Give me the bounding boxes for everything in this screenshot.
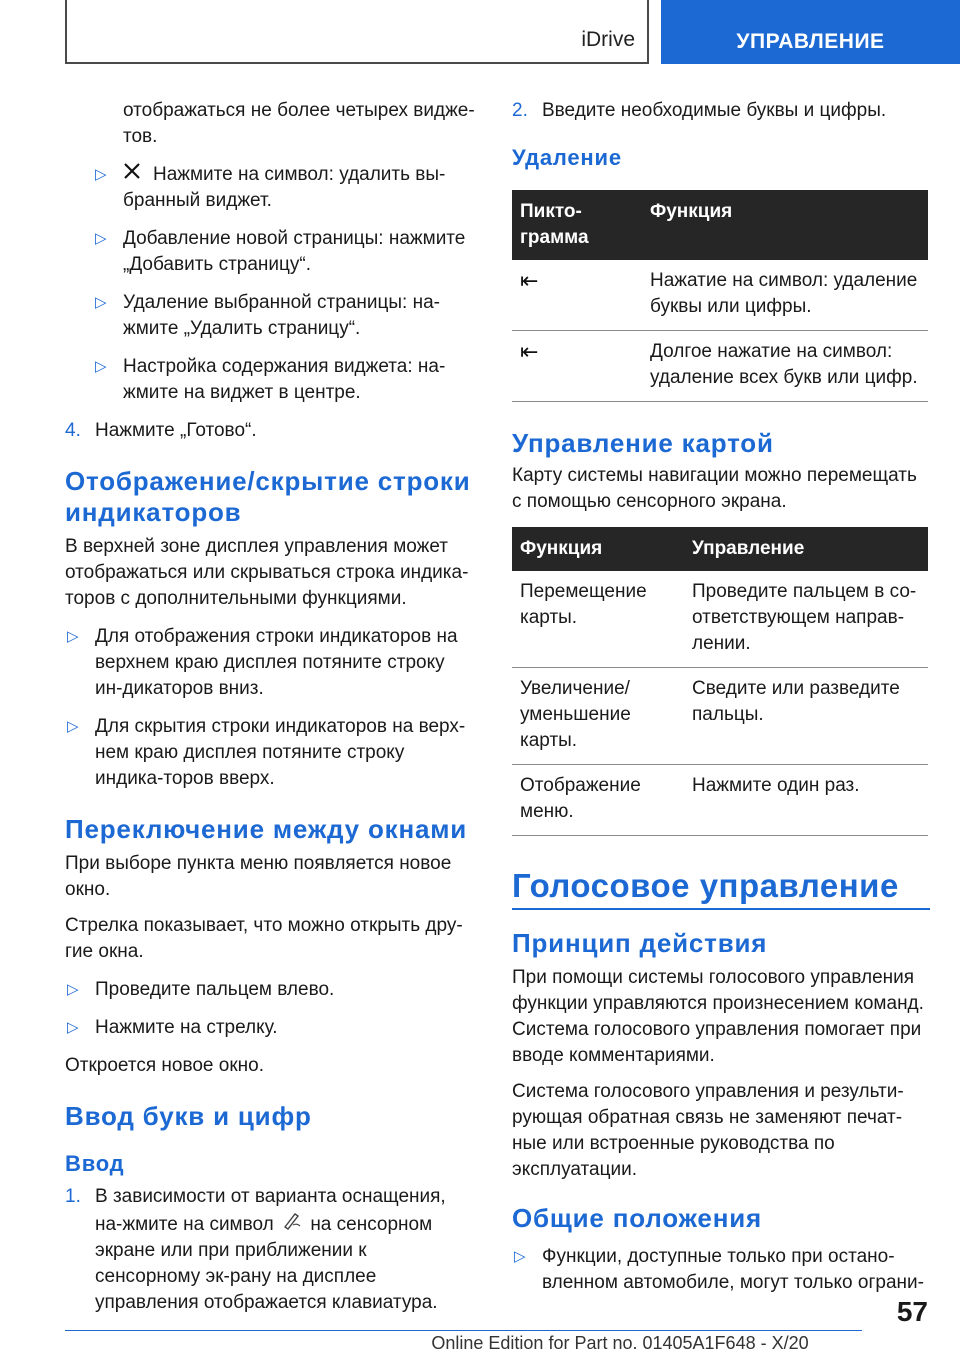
table-cell: Отображение меню. (512, 765, 684, 836)
step-item (65, 418, 477, 444)
list-item (65, 226, 477, 278)
table-header: Управление (684, 527, 928, 571)
triangle-bullet-icon: ▷ (67, 981, 79, 998)
footer-divider (65, 1330, 862, 1331)
bullet-text: Нажмите на символ: удалить вы‐бранный виджет. (123, 164, 446, 211)
table-header: Функция (512, 527, 684, 571)
step-item (512, 98, 930, 124)
triangle-bullet-icon: ▷ (95, 294, 107, 311)
section-heading-indicator: Отображение/скрытие строки индикаторов (65, 466, 471, 527)
triangle-bullet-icon: ▷ (95, 358, 107, 375)
paragraph: Стрелка показывает, что можно открыть дру‐гие окна. (65, 915, 463, 962)
table-cell: Увеличение/ уменьшение карты. (512, 668, 684, 765)
bullet-text: Добавление новой страницы: нажмите „Добавить страницу“. (123, 228, 466, 275)
step-text: Введите необходимые буквы и цифры. (542, 100, 887, 121)
step-number: 2. (512, 100, 528, 121)
header-box (65, 0, 649, 64)
table-cell: Нажатие на символ: удаление буквы или цифры. (642, 260, 928, 331)
table-row (512, 668, 928, 765)
paragraph: В верхней зоне дисплея управления может отображаться или скрываться строка индика‐торов с дополнительными функциями. (65, 536, 469, 609)
bullet-text: Настройка содержания виджета: на‐жмите на виджет в центре. (123, 356, 446, 403)
paragraph: Система голосового управления и результи‐рующая обратная связь не заменяют печат‐ные или встроенные руководства по эксплуатации. (512, 1081, 904, 1180)
backspace-icon: ⇤ (520, 339, 539, 364)
triangle-bullet-icon: ▷ (95, 166, 107, 183)
page-number: 57 (896, 1296, 928, 1327)
list-item (65, 624, 477, 702)
table-cell: Сведите или разведите пальцы. (684, 668, 928, 765)
chapter-heading-voice: Голосовое управление (512, 867, 899, 904)
step-item (65, 1184, 477, 1316)
table-row (512, 571, 928, 668)
map-table (512, 527, 928, 836)
table-cell: Перемещение карты. (512, 571, 684, 668)
triangle-bullet-icon: ▷ (67, 628, 79, 645)
continued-text: отображаться не более четырех видже‐тов. (123, 100, 475, 147)
table-header: Функция (642, 190, 928, 260)
close-x-icon (123, 162, 145, 188)
list-item (65, 354, 477, 406)
bullet-text: Нажмите на стрелку. (95, 1017, 278, 1038)
step-text: Нажмите „Готово“. (95, 420, 257, 441)
step-number: 4. (65, 420, 81, 441)
triangle-bullet-icon: ▷ (67, 718, 79, 735)
list-item (512, 1244, 930, 1296)
table-row (512, 765, 928, 836)
triangle-bullet-icon: ▷ (514, 1248, 526, 1265)
list-item (65, 977, 477, 1003)
bullet-text: Функции, доступные только при остано‐вленном автомобиле, могут только ограни‐ (542, 1246, 924, 1293)
left-column (65, 98, 477, 1328)
footer-edition: Online Edition for Part no. 01405A1F648 - X/20 (431, 1333, 809, 1353)
triangle-bullet-icon: ▷ (95, 230, 107, 247)
bullet-text: Для отображения строки индикаторов на верхнем краю дисплея потяните строку ин‐дикаторов вниз. (95, 626, 458, 699)
section-heading-input: Ввод букв и цифр (65, 1101, 312, 1131)
step-text: В зависимости от варианта оснащения, на‐жмите на символ (95, 1186, 446, 1235)
chapter-heading-wrap (512, 866, 930, 910)
delete-table (512, 190, 928, 402)
section-heading-switch: Переключение между окнами (65, 814, 468, 844)
list-item (65, 714, 477, 792)
paragraph: Карту системы навигации можно перемещать с помощью сенсорного экрана. (512, 465, 917, 512)
right-column (512, 98, 930, 1308)
bullet-text: Проведите пальцем влево. (95, 979, 335, 1000)
list-item (65, 290, 477, 342)
header-chapter-tab[interactable]: УПРАВЛЕНИЕ (661, 0, 960, 64)
step-number: 1. (65, 1186, 81, 1207)
table-header: Пикто‐грамма (512, 190, 642, 260)
table-cell: Проведите пальцем в со‐ответствующем направ‐лении. (684, 571, 928, 668)
bullet-text: Для скрытия строки индикаторов на верх‐нем краю дисплея потяните строку индика‐торов вверх. (95, 716, 466, 789)
table-row (512, 260, 928, 331)
table-cell: Долгое нажатие на символ: удаление всех букв или цифр. (642, 331, 928, 402)
bullet-text: Удаление выбранной страницы: на‐жмите „Удалить страницу“. (123, 292, 440, 339)
paragraph: При выборе пункта меню появляется новое окно. (65, 853, 452, 900)
section-heading-principle: Принцип действия (512, 928, 768, 958)
paragraph: Откроется новое окно. (65, 1055, 264, 1076)
paragraph: При помощи системы голосового управления функции управляются произнесением команд. Система голосового управления помогает при вводе комментариями. (512, 967, 924, 1066)
subsection-heading-enter: Ввод (65, 1151, 125, 1176)
header-section-title: iDrive (581, 28, 635, 51)
list-item (65, 1015, 477, 1041)
section-heading-general: Общие положения (512, 1203, 762, 1233)
table-row (512, 331, 928, 402)
backspace-icon: ⇤ (520, 268, 539, 293)
subsection-heading-delete: Удаление (512, 145, 622, 170)
handwriting-pen-icon (279, 1210, 305, 1238)
section-heading-map: Управление картой (512, 428, 774, 458)
table-cell: Нажмите один раз. (684, 765, 928, 836)
step-text-cont: на сенсорном экране или при приближении к сенсорному эк‐рану на дисплее управления отображается клавиатура. (95, 1214, 438, 1313)
triangle-bullet-icon: ▷ (67, 1019, 79, 1036)
list-item (65, 162, 477, 214)
